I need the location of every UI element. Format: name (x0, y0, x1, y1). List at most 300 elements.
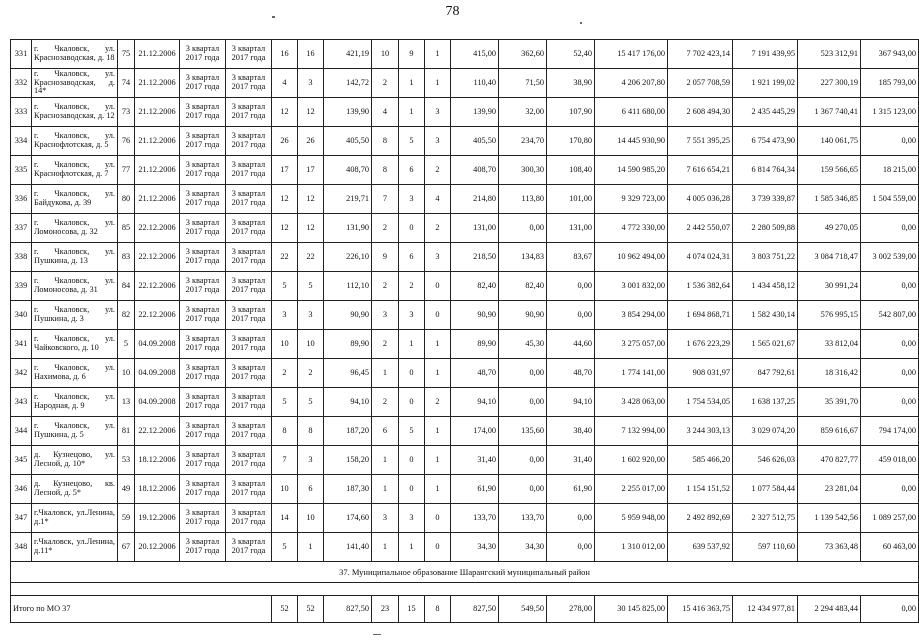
cell-date: 20.12.2006 (135, 533, 180, 562)
cell-m1: 3 854 294,00 (595, 301, 668, 330)
cell-n: 341 (11, 330, 32, 359)
cell-s2: 133,70 (499, 504, 547, 533)
cell-m5: 1 089 257,00 (861, 504, 919, 533)
cell-p1: 8 (372, 156, 399, 185)
cell-p3: 0 (425, 504, 451, 533)
cell-m3: 1 582 430,14 (733, 301, 798, 330)
cell-s1: 408,70 (451, 156, 499, 185)
cell-m4: 470 827,77 (798, 446, 861, 475)
cell-m4: 227 300,19 (798, 69, 861, 98)
cell-m3: 3 739 339,87 (733, 185, 798, 214)
cell-p2: 0 (399, 475, 425, 504)
cell-m3: 1 921 199,02 (733, 69, 798, 98)
cell-area: 158,20 (324, 446, 372, 475)
cell-m4: 33 812,04 (798, 330, 861, 359)
cell-m3: 1 077 584,44 (733, 475, 798, 504)
cell-m3: 6 754 473,90 (733, 127, 798, 156)
cell-no: 85 (118, 214, 135, 243)
cell-s2: 32,00 (499, 98, 547, 127)
cell-s3: 0,00 (547, 272, 595, 301)
cell-s2: 135,60 (499, 417, 547, 446)
cell-m2: 585 466,20 (668, 446, 733, 475)
table-row (11, 69, 919, 98)
cell-m1: 14 445 930,90 (595, 127, 668, 156)
cell-area: 408,70 (324, 156, 372, 185)
cell-date: 22.12.2006 (135, 417, 180, 446)
cell-addr: г. Чкаловск, ул. Байдукова, д. 39 (32, 185, 118, 214)
cell-m5: 0,00 (861, 127, 919, 156)
cell-m3: 3 803 751,22 (733, 243, 798, 272)
cell-p3: 2 (425, 388, 451, 417)
cell-m1: 4 206 207,80 (595, 69, 668, 98)
total-m5: 0,00 (861, 596, 919, 623)
cell-m1: 6 411 680,00 (595, 98, 668, 127)
table-row (11, 533, 919, 562)
cell-n: 345 (11, 446, 32, 475)
cell-p2: 0 (399, 359, 425, 388)
cell-q2: 3 квартал 2017 года (226, 69, 272, 98)
cell-addr: г. Чкаловск, ул. Краснозаводская, д. 12 (32, 98, 118, 127)
cell-p3: 2 (425, 214, 451, 243)
cell-m1: 5 959 948,00 (595, 504, 668, 533)
cell-m4: 3 084 718,47 (798, 243, 861, 272)
cell-s2: 134,83 (499, 243, 547, 272)
cell-p3: 1 (425, 446, 451, 475)
cell-q2: 3 квартал 2017 года (226, 40, 272, 69)
cell-m5: 0,00 (861, 359, 919, 388)
cell-p1: 1 (372, 533, 399, 562)
cell-p1: 9 (372, 243, 399, 272)
cell-s3: 94,10 (547, 388, 595, 417)
cell-p3: 2 (425, 156, 451, 185)
cell-addr: г. Чкаловск, ул. Краснофлотская, д. 5 (32, 127, 118, 156)
section-header-row (11, 562, 919, 583)
cell-m3: 847 792,61 (733, 359, 798, 388)
cell-q1: 3 квартал 2017 года (180, 98, 226, 127)
cell-b: 26 (298, 127, 324, 156)
cell-addr: г. Чкаловск, ул. Нахимова, д. 6 (32, 359, 118, 388)
cell-p1: 1 (372, 359, 399, 388)
cell-q1: 3 квартал 2017 года (180, 446, 226, 475)
cell-m3: 6 814 764,34 (733, 156, 798, 185)
cell-m4: 859 616,67 (798, 417, 861, 446)
cell-p3: 1 (425, 417, 451, 446)
cell-b: 12 (298, 98, 324, 127)
cell-no: 77 (118, 156, 135, 185)
cell-p1: 3 (372, 301, 399, 330)
cell-q1: 3 квартал 2017 года (180, 272, 226, 301)
cell-p2: 0 (399, 446, 425, 475)
cell-q2: 3 квартал 2017 года (226, 388, 272, 417)
cell-p2: 0 (399, 388, 425, 417)
cell-area: 94,10 (324, 388, 372, 417)
cell-n: 336 (11, 185, 32, 214)
cell-s1: 61,90 (451, 475, 499, 504)
cell-b: 5 (298, 388, 324, 417)
cell-s3: 38,40 (547, 417, 595, 446)
cell-b: 3 (298, 301, 324, 330)
cell-s1: 139,90 (451, 98, 499, 127)
cell-a: 12 (272, 98, 298, 127)
cell-m5: 18 215,00 (861, 156, 919, 185)
cell-n: 332 (11, 69, 32, 98)
cell-date: 22.12.2006 (135, 243, 180, 272)
cell-a: 8 (272, 417, 298, 446)
cell-a: 12 (272, 185, 298, 214)
total-p1: 23 (372, 596, 399, 623)
cell-date: 21.12.2006 (135, 156, 180, 185)
cell-s2: 90,90 (499, 301, 547, 330)
table-row (11, 446, 919, 475)
cell-b: 16 (298, 40, 324, 69)
cell-p3: 1 (425, 40, 451, 69)
cell-m5: 459 018,00 (861, 446, 919, 475)
cell-no: 82 (118, 301, 135, 330)
cell-q2: 3 квартал 2017 года (226, 533, 272, 562)
cell-b: 10 (298, 504, 324, 533)
cell-a: 5 (272, 272, 298, 301)
cell-s1: 133,70 (451, 504, 499, 533)
cell-a: 12 (272, 214, 298, 243)
cell-no: 49 (118, 475, 135, 504)
table-row (11, 156, 919, 185)
cell-q2: 3 квартал 2017 года (226, 446, 272, 475)
cell-addr: г. Чкаловск, ул. Ломоносова, д. 32 (32, 214, 118, 243)
cell-m2: 2 442 550,07 (668, 214, 733, 243)
cell-m2: 1 694 868,71 (668, 301, 733, 330)
cell-p2: 2 (399, 272, 425, 301)
cell-s1: 218,50 (451, 243, 499, 272)
table-row (11, 504, 919, 533)
scan-speck (580, 22, 582, 24)
cell-b: 1 (298, 533, 324, 562)
cell-m4: 18 316,42 (798, 359, 861, 388)
cell-s3: 170,80 (547, 127, 595, 156)
cell-q2: 3 квартал 2017 года (226, 156, 272, 185)
cell-m2: 3 244 303,13 (668, 417, 733, 446)
cell-q2: 3 квартал 2017 года (226, 504, 272, 533)
cell-m3: 546 626,03 (733, 446, 798, 475)
cell-m2: 2 057 708,59 (668, 69, 733, 98)
cell-s1: 48,70 (451, 359, 499, 388)
total-s2: 549,50 (499, 596, 547, 623)
cell-q1: 3 квартал 2017 года (180, 156, 226, 185)
cell-m2: 639 537,92 (668, 533, 733, 562)
cell-m4: 49 270,05 (798, 214, 861, 243)
cell-date: 21.12.2006 (135, 185, 180, 214)
cell-m2: 4 005 036,28 (668, 185, 733, 214)
cell-area: 112,10 (324, 272, 372, 301)
cell-m2: 1 536 382,64 (668, 272, 733, 301)
cell-m1: 1 774 141,00 (595, 359, 668, 388)
cell-q2: 3 квартал 2017 года (226, 475, 272, 504)
cell-q1: 3 квартал 2017 года (180, 359, 226, 388)
table-row (11, 127, 919, 156)
cell-date: 19.12.2006 (135, 504, 180, 533)
cell-area: 187,20 (324, 417, 372, 446)
cell-m2: 1 754 534,05 (668, 388, 733, 417)
cell-p2: 5 (399, 127, 425, 156)
cell-addr: г. Чкаловск, ул. Краснозаводская, д. 14* (32, 69, 118, 98)
cell-q2: 3 квартал 2017 года (226, 417, 272, 446)
cell-b: 22 (298, 243, 324, 272)
total-m2: 15 416 363,75 (668, 596, 733, 623)
cell-m3: 2 327 512,75 (733, 504, 798, 533)
cell-m2: 7 616 654,21 (668, 156, 733, 185)
total-area: 827,50 (324, 596, 372, 623)
cell-no: 81 (118, 417, 135, 446)
cell-s2: 362,60 (499, 40, 547, 69)
cell-s3: 52,40 (547, 40, 595, 69)
cell-a: 2 (272, 359, 298, 388)
cell-area: 187,30 (324, 475, 372, 504)
cell-s3: 107,90 (547, 98, 595, 127)
cell-s1: 214,80 (451, 185, 499, 214)
cell-m3: 3 029 074,20 (733, 417, 798, 446)
cell-n: 348 (11, 533, 32, 562)
cell-a: 3 (272, 301, 298, 330)
cell-area: 96,45 (324, 359, 372, 388)
cell-m4: 23 281,04 (798, 475, 861, 504)
cell-s3: 38,90 (547, 69, 595, 98)
cell-p1: 1 (372, 475, 399, 504)
cell-s1: 174,00 (451, 417, 499, 446)
cell-q2: 3 квартал 2017 года (226, 127, 272, 156)
table-row (11, 388, 919, 417)
cell-n: 339 (11, 272, 32, 301)
cell-p3: 1 (425, 69, 451, 98)
cell-q1: 3 квартал 2017 года (180, 417, 226, 446)
cell-p1: 10 (372, 40, 399, 69)
cell-q2: 3 квартал 2017 года (226, 359, 272, 388)
cell-a: 16 (272, 40, 298, 69)
cell-q1: 3 квартал 2017 года (180, 243, 226, 272)
cell-no: 13 (118, 388, 135, 417)
cell-p1: 3 (372, 504, 399, 533)
cell-date: 21.12.2006 (135, 98, 180, 127)
cell-m4: 1 585 346,85 (798, 185, 861, 214)
cell-addr: г.Чкаловск, ул.Ленина, д.1* (32, 504, 118, 533)
cell-addr: г. Чкаловск, ул. Краснофлотская, д. 7 (32, 156, 118, 185)
cell-no: 59 (118, 504, 135, 533)
cell-no: 73 (118, 98, 135, 127)
cell-s3: 101,00 (547, 185, 595, 214)
cell-p3: 1 (425, 330, 451, 359)
cell-s1: 94,10 (451, 388, 499, 417)
cell-a: 5 (272, 388, 298, 417)
total-m1: 30 145 825,00 (595, 596, 668, 623)
cell-area: 89,90 (324, 330, 372, 359)
total-s1: 827,50 (451, 596, 499, 623)
cell-m1: 3 275 057,00 (595, 330, 668, 359)
cell-m3: 2 280 509,88 (733, 214, 798, 243)
cell-date: 04.09.2008 (135, 330, 180, 359)
cell-b: 10 (298, 330, 324, 359)
page-number: 78 (445, 4, 460, 19)
cell-b: 6 (298, 475, 324, 504)
cell-p2: 3 (399, 185, 425, 214)
cell-p1: 2 (372, 388, 399, 417)
cell-n: 343 (11, 388, 32, 417)
cell-n: 338 (11, 243, 32, 272)
cell-area: 141,40 (324, 533, 372, 562)
cell-s2: 71,50 (499, 69, 547, 98)
cell-m1: 4 772 330,00 (595, 214, 668, 243)
cell-b: 17 (298, 156, 324, 185)
cell-a: 17 (272, 156, 298, 185)
cell-s2: 34,30 (499, 533, 547, 562)
total-row (11, 596, 919, 623)
cell-no: 84 (118, 272, 135, 301)
total-p3: 8 (425, 596, 451, 623)
cell-date: 22.12.2006 (135, 272, 180, 301)
cell-s1: 131,00 (451, 214, 499, 243)
cell-addr: д. Кузнецово, кв. Лесной, д. 5* (32, 475, 118, 504)
cell-date: 21.12.2006 (135, 127, 180, 156)
cell-p1: 4 (372, 98, 399, 127)
cell-p1: 2 (372, 272, 399, 301)
cell-no: 67 (118, 533, 135, 562)
cell-m4: 73 363,48 (798, 533, 861, 562)
cell-q1: 3 квартал 2017 года (180, 533, 226, 562)
cell-q2: 3 квартал 2017 года (226, 301, 272, 330)
cell-area: 226,10 (324, 243, 372, 272)
table-row (11, 330, 919, 359)
cell-n: 333 (11, 98, 32, 127)
cell-s3: 61,90 (547, 475, 595, 504)
cell-q2: 3 квартал 2017 года (226, 330, 272, 359)
cell-m1: 1 310 012,00 (595, 533, 668, 562)
table-row (11, 272, 919, 301)
cell-p3: 3 (425, 243, 451, 272)
cell-date: 21.12.2006 (135, 40, 180, 69)
cell-q1: 3 квартал 2017 года (180, 301, 226, 330)
cell-s1: 89,90 (451, 330, 499, 359)
register-rows (11, 40, 919, 562)
cell-no: 83 (118, 243, 135, 272)
total-b: 52 (298, 596, 324, 623)
cell-m2: 7 702 423,14 (668, 40, 733, 69)
cell-date: 18.12.2006 (135, 446, 180, 475)
cell-q2: 3 квартал 2017 года (226, 272, 272, 301)
cell-s3: 0,00 (547, 533, 595, 562)
cell-m4: 35 391,70 (798, 388, 861, 417)
table-row (11, 359, 919, 388)
cell-date: 22.12.2006 (135, 214, 180, 243)
cell-p2: 6 (399, 156, 425, 185)
cell-addr: г. Чкаловск, ул. Пушкина, д. 3 (32, 301, 118, 330)
total-s3: 278,00 (547, 596, 595, 623)
housing-register-table (10, 39, 919, 623)
cell-s3: 131,00 (547, 214, 595, 243)
cell-s3: 31,40 (547, 446, 595, 475)
cell-p3: 3 (425, 127, 451, 156)
cell-n: 347 (11, 504, 32, 533)
scan-speck (373, 634, 381, 635)
cell-q1: 3 квартал 2017 года (180, 127, 226, 156)
cell-n: 337 (11, 214, 32, 243)
cell-p1: 2 (372, 330, 399, 359)
cell-n: 334 (11, 127, 32, 156)
cell-s2: 113,80 (499, 185, 547, 214)
cell-s1: 110,40 (451, 69, 499, 98)
cell-s2: 0,00 (499, 214, 547, 243)
cell-p1: 8 (372, 127, 399, 156)
cell-p2: 1 (399, 533, 425, 562)
table-row (11, 98, 919, 127)
cell-p2: 3 (399, 301, 425, 330)
cell-area: 131,90 (324, 214, 372, 243)
total-m3: 12 434 977,81 (733, 596, 798, 623)
cell-q1: 3 квартал 2017 года (180, 185, 226, 214)
cell-m4: 1 139 542,56 (798, 504, 861, 533)
cell-q1: 3 квартал 2017 года (180, 504, 226, 533)
cell-date: 18.12.2006 (135, 475, 180, 504)
cell-s2: 0,00 (499, 388, 547, 417)
cell-m5: 0,00 (861, 214, 919, 243)
cell-s1: 405,50 (451, 127, 499, 156)
cell-p1: 6 (372, 417, 399, 446)
cell-m2: 908 031,97 (668, 359, 733, 388)
cell-a: 4 (272, 69, 298, 98)
cell-p3: 3 (425, 98, 451, 127)
cell-b: 5 (298, 272, 324, 301)
cell-area: 219,71 (324, 185, 372, 214)
cell-addr: г. Чкаловск, ул. Чайковского, д. 10 (32, 330, 118, 359)
cell-m5: 0,00 (861, 475, 919, 504)
table-row (11, 301, 919, 330)
cell-p2: 1 (399, 98, 425, 127)
cell-n: 344 (11, 417, 32, 446)
cell-m4: 140 061,75 (798, 127, 861, 156)
spacer-cell (11, 583, 919, 596)
cell-m2: 2 492 892,69 (668, 504, 733, 533)
table-row (11, 417, 919, 446)
cell-m4: 1 367 740,41 (798, 98, 861, 127)
cell-p3: 0 (425, 533, 451, 562)
cell-s2: 300,30 (499, 156, 547, 185)
cell-area: 90,90 (324, 301, 372, 330)
cell-a: 10 (272, 330, 298, 359)
cell-m5: 794 174,00 (861, 417, 919, 446)
cell-m2: 1 154 151,52 (668, 475, 733, 504)
cell-addr: г.Чкаловск, ул.Ленина, д.11* (32, 533, 118, 562)
cell-m3: 1 638 137,25 (733, 388, 798, 417)
cell-date: 22.12.2006 (135, 301, 180, 330)
cell-p2: 1 (399, 330, 425, 359)
cell-s1: 82,40 (451, 272, 499, 301)
cell-m2: 2 608 494,30 (668, 98, 733, 127)
cell-s2: 0,00 (499, 359, 547, 388)
cell-b: 2 (298, 359, 324, 388)
cell-m5: 367 943,00 (861, 40, 919, 69)
cell-b: 3 (298, 69, 324, 98)
section-title: 37. Муниципальное образование Шарангский муниципальный район (11, 562, 919, 583)
cell-addr: г. Чкаловск, ул. Ломоносова, д. 31 (32, 272, 118, 301)
cell-s2: 45,30 (499, 330, 547, 359)
cell-m1: 10 962 494,00 (595, 243, 668, 272)
total-p2: 15 (399, 596, 425, 623)
cell-m5: 0,00 (861, 388, 919, 417)
cell-m5: 1 504 559,00 (861, 185, 919, 214)
cell-p1: 7 (372, 185, 399, 214)
cell-m3: 597 110,60 (733, 533, 798, 562)
cell-m5: 0,00 (861, 272, 919, 301)
cell-m4: 576 995,15 (798, 301, 861, 330)
cell-q2: 3 квартал 2017 года (226, 98, 272, 127)
cell-p2: 5 (399, 417, 425, 446)
cell-m2: 1 676 223,29 (668, 330, 733, 359)
